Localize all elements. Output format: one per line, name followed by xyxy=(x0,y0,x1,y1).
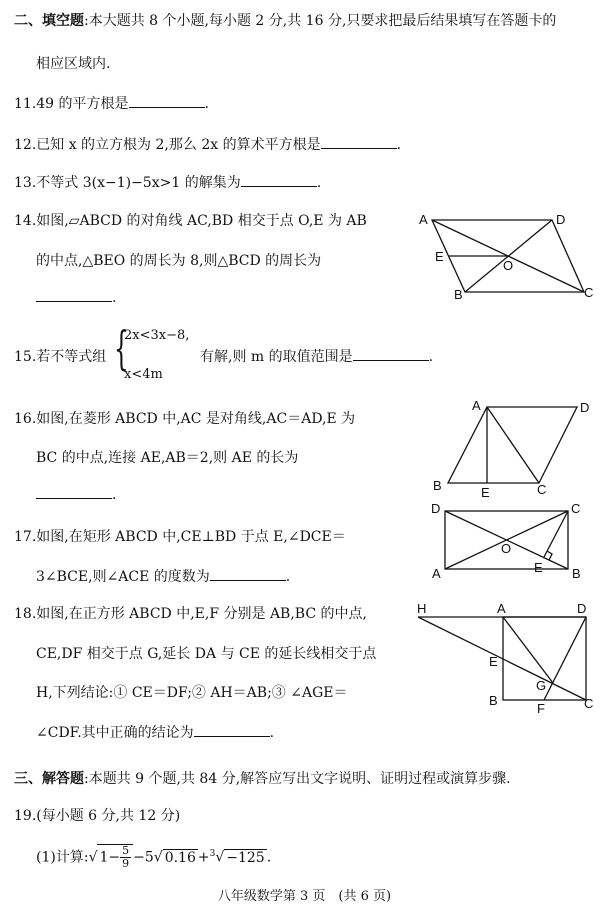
question-18-line2: CE,DF 相交于点 G,延长 DA 与 CE 的延长线相交于点 xyxy=(36,646,377,662)
fig17-label-A: A xyxy=(432,566,441,581)
fig14-label-E: E xyxy=(435,249,444,264)
fig18-label-H: H xyxy=(417,601,427,616)
fraction-numerator: 5 xyxy=(122,844,130,857)
question-17-line2-text: 3∠BCE,则∠ACE 的度数为 xyxy=(36,569,210,585)
question-17-line1: 17.如图,在矩形 ABCD 中,CE⊥BD 于点 E,∠DCE＝ xyxy=(14,529,346,545)
sqrt-sign-3: √ xyxy=(215,849,225,866)
fig18-label-E: E xyxy=(489,654,498,669)
coef-minus-5: −5 xyxy=(133,849,154,866)
question-12-text: 12.已知 x 的立方根为 2,那么 2x 的算术平方根是 xyxy=(14,137,321,153)
fig17-label-D: D xyxy=(431,501,441,516)
sqrt-radicand-2: 0.16 xyxy=(164,849,196,866)
question-16-line2: BC 的中点,连接 AE,AB＝2,则 AE 的长为 xyxy=(36,450,299,466)
system-eq1: 2x<3x−8, xyxy=(124,328,190,343)
q19-part1-label: (1)计算: xyxy=(36,849,89,866)
fraction-5-9 xyxy=(120,845,131,870)
question-14-line1: 14.如图,▱ABCD 的对角线 AC,BD 相交于点 O,E 为 AB xyxy=(14,213,367,229)
question-13: 13.不等式 3(x−1)−5x>1 的解集为 . xyxy=(14,175,322,191)
cube-root-index: 3 xyxy=(209,848,216,859)
question-16-line1: 16.如图,在菱形 ABCD 中,AC 是对角线,AC＝AD,E 为 xyxy=(14,411,356,427)
fig14-label-D: D xyxy=(556,212,566,227)
section2-title: 二、填空题 xyxy=(14,13,84,29)
fig18-label-B: B xyxy=(489,693,498,708)
fig16-label-A: A xyxy=(472,398,481,413)
question-15-pre: 15.若不等式组 xyxy=(14,349,107,365)
question-15-post: 有解,则 m 的取值范围是 . xyxy=(200,349,434,365)
radicand-minus: − xyxy=(108,849,121,866)
question-18-line1: 18.如图,在正方形 ABCD 中,E,F 分别是 AB,BC 的中点, xyxy=(14,606,367,622)
question-11: 11.49 的平方根是 . xyxy=(14,96,209,112)
fig18-label-G: G xyxy=(536,678,547,693)
question-14-line2: 的中点,△BEO 的周长为 8,则△BCD 的周长为 xyxy=(36,253,322,269)
fig14-label-A: A xyxy=(419,212,428,227)
question-11-text: 11.49 的平方根是 xyxy=(14,96,129,112)
fig16-label-E: E xyxy=(481,485,490,500)
fig17-label-B: B xyxy=(572,566,581,581)
sqrt-sign-1: √ xyxy=(88,849,98,866)
fig16-label-C: C xyxy=(537,482,547,497)
fig18-label-C: C xyxy=(584,696,594,711)
plus-sign: + xyxy=(197,849,210,866)
section2-desc: :本大题共 8 个小题,每小题 2 分,共 16 分,只要求把最后结果填写在答题卡的 xyxy=(84,13,557,29)
fig16-label-B: B xyxy=(433,478,442,493)
section2-desc-cont: 相应区域内. xyxy=(36,56,111,72)
question-16-line3: . xyxy=(36,487,116,503)
question-18-line4-text: ∠CDF.其中正确的结论为 xyxy=(36,725,194,741)
fig18-label-A: A xyxy=(497,601,506,616)
question-19-part1 xyxy=(36,844,271,870)
fig17-label-O: O xyxy=(501,541,512,556)
section3-title: 三、解答题 xyxy=(14,771,84,787)
fig14-label-C: C xyxy=(584,285,594,300)
fig17-label-C: C xyxy=(571,501,581,516)
sqrt-sign-2: √ xyxy=(153,849,163,866)
fig18-label-D: D xyxy=(577,601,587,616)
sqrt-radicand-1 xyxy=(97,844,133,870)
fraction-denominator: 9 xyxy=(122,857,130,870)
sqrt-radicand-3: −125 xyxy=(226,849,265,866)
question-17-line2: 3∠BCE,则∠ACE 的度数为 . xyxy=(36,569,291,585)
fig14-label-B: B xyxy=(454,287,463,302)
question-18-line4: ∠CDF.其中正确的结论为 . xyxy=(36,725,275,741)
system-brace: { xyxy=(114,321,129,375)
period: . xyxy=(266,849,272,866)
system-eq2: x<4m xyxy=(124,367,163,382)
question-12: 12.已知 x 的立方根为 2,那么 2x 的算术平方根是 . xyxy=(14,137,402,153)
fig16-label-D: D xyxy=(580,400,590,415)
question-19-head: 19.(每小题 6 分,共 12 分) xyxy=(14,808,181,824)
fig14-label-O: O xyxy=(503,258,514,273)
question-18-line3: H,下列结论:① CE＝DF;② AH＝AB;③ ∠AGE＝ xyxy=(36,685,348,701)
section3-desc: :本题共 9 个题,共 84 分,解答应写出文字说明、证明过程或演算步骤. xyxy=(84,771,511,787)
radicand-one: 1 xyxy=(99,849,109,866)
section3-heading xyxy=(14,768,511,788)
question-13-text: 13.不等式 3(x−1)−5x>1 的解集为 xyxy=(14,175,241,191)
fig17-label-E: E xyxy=(534,560,543,575)
question-15-post-text: 有解,则 m 的取值范围是 xyxy=(200,349,353,365)
question-14-line3: . xyxy=(36,290,116,306)
page-footer: 八年级数学第 3 页 (共 6 页) xyxy=(217,889,392,904)
fig18-label-F: F xyxy=(537,701,545,716)
